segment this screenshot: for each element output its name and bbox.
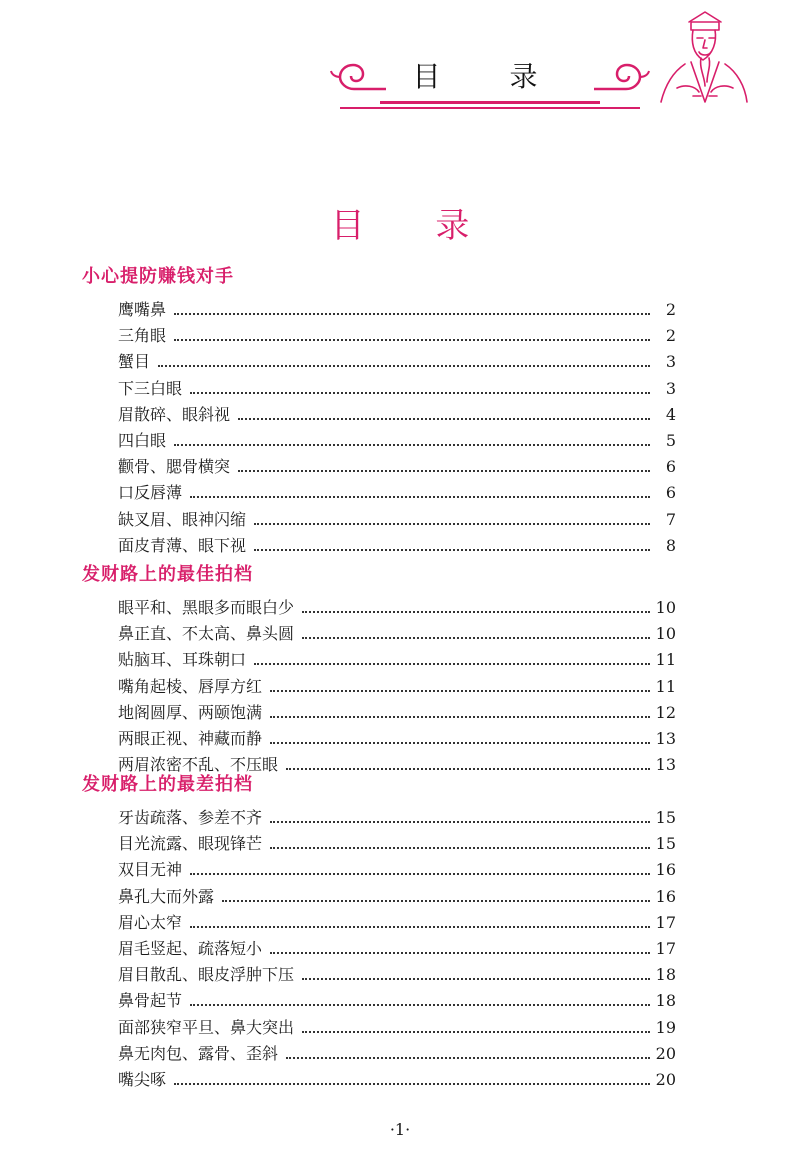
toc-entry-label: 面部狭窄平旦、鼻大突出 <box>118 1017 295 1037</box>
toc-entry-page: 19 <box>655 1017 676 1037</box>
toc-entry-label: 鹰嘴鼻 <box>118 300 167 319</box>
toc-entry-page: 2 <box>665 326 676 346</box>
toc-entry[interactable] <box>118 854 676 880</box>
toc-entry-page: 6 <box>665 457 676 477</box>
header-title: 目 录 <box>412 60 568 93</box>
toc-entry-page: 2 <box>665 300 676 319</box>
toc-entry-label: 嘴尖啄 <box>118 1070 167 1089</box>
toc-entry-page: 4 <box>665 404 676 424</box>
toc-entry[interactable] <box>118 592 676 618</box>
dot-leader <box>238 469 650 472</box>
toc-entry[interactable] <box>118 985 676 1011</box>
toc-entry[interactable] <box>118 907 676 933</box>
section-heading: 小心提防赚钱对手 <box>82 266 234 287</box>
toc-entry[interactable] <box>118 1012 676 1038</box>
toc-entry[interactable] <box>118 828 676 854</box>
toc-entry[interactable] <box>118 451 676 477</box>
toc-entry-label: 鼻骨起节 <box>118 991 183 1011</box>
toc-entry[interactable] <box>118 373 676 399</box>
toc-entry-page: 15 <box>655 834 676 854</box>
toc-entry[interactable] <box>118 477 676 503</box>
toc-entry[interactable] <box>118 959 676 985</box>
toc-entry-label: 嘴角起棱、唇厚方红 <box>118 676 263 696</box>
toc-entry[interactable] <box>118 618 676 644</box>
toc-entry-label: 两眼正视、神藏而静 <box>118 729 263 748</box>
dot-leader <box>302 610 650 613</box>
page-number: ·1· <box>389 1120 411 1139</box>
toc-entry-label: 眉目散乱、眼皮浮肿下压 <box>118 965 295 985</box>
dot-leader <box>302 636 650 639</box>
toc-entry-page: 11 <box>655 650 676 670</box>
toc-entry-page: 17 <box>655 939 676 958</box>
dot-leader <box>190 391 650 394</box>
dot-leader <box>174 443 650 446</box>
toc-entry-page: 18 <box>655 965 676 985</box>
toc-entry[interactable] <box>118 530 676 556</box>
toc-entry-page: 15 <box>655 808 676 827</box>
toc-entry-page: 13 <box>655 755 676 775</box>
dot-leader <box>302 1030 650 1033</box>
toc-entry-label: 鼻无肉包、露骨、歪斜 <box>118 1043 279 1063</box>
dot-leader <box>254 548 650 551</box>
toc-entry-label: 面皮青薄、眼下视 <box>118 535 247 555</box>
toc-entry[interactable] <box>118 644 676 670</box>
dot-leader <box>302 977 650 980</box>
running-header <box>330 45 650 105</box>
dot-leader <box>174 312 650 315</box>
toc-entry[interactable] <box>118 802 676 828</box>
toc-entry[interactable] <box>118 1038 676 1064</box>
dot-leader <box>158 364 650 367</box>
toc-entry-label: 蟹目 <box>118 352 151 372</box>
toc-entry-page: 17 <box>655 912 676 932</box>
dot-leader <box>270 741 650 744</box>
toc-entry-label: 眼平和、黑眼多而眼白少 <box>118 598 295 617</box>
toc-entry-page: 16 <box>655 860 676 880</box>
toc-entry-label: 牙齿疏落、参差不齐 <box>118 808 263 827</box>
toc-entry[interactable] <box>118 399 676 425</box>
dot-leader <box>174 1082 650 1085</box>
toc-entry-label: 地阁圆厚、两颐饱满 <box>118 702 263 722</box>
toc-entry[interactable] <box>118 933 676 959</box>
toc-entry-page: 20 <box>655 1043 676 1063</box>
dot-leader <box>190 1003 650 1006</box>
toc-entry-label: 口反唇薄 <box>118 483 183 503</box>
cloud-swirl-right-icon <box>592 59 652 95</box>
dot-leader <box>286 767 650 770</box>
toc-entry[interactable] <box>118 723 676 749</box>
toc-entry-label: 鼻孔大而外露 <box>118 886 215 906</box>
section-heading: 发财路上的最差拍档 <box>82 774 253 795</box>
toc-entry-label: 眉毛竖起、疏落短小 <box>118 939 263 958</box>
toc-entry-page: 3 <box>665 378 676 398</box>
toc-entry[interactable] <box>118 881 676 907</box>
toc-entry[interactable] <box>118 346 676 372</box>
toc-entry-page: 8 <box>665 535 676 555</box>
toc-entry-page: 5 <box>665 431 676 450</box>
toc-entry-page: 7 <box>665 509 676 529</box>
toc-entry-page: 10 <box>655 598 676 617</box>
toc-entry-label: 三角眼 <box>118 326 167 346</box>
toc-entry-page: 3 <box>665 352 676 372</box>
dot-leader <box>286 1056 650 1059</box>
header-rule <box>380 101 600 104</box>
page-title: 目 录 <box>330 206 500 246</box>
toc-entry-page: 18 <box>655 991 676 1011</box>
toc-entry-label: 眉散碎、眼斜视 <box>118 404 231 424</box>
dot-leader <box>190 872 650 875</box>
dot-leader <box>270 846 650 849</box>
dot-leader <box>254 522 650 525</box>
toc-entry-page: 16 <box>655 886 676 906</box>
dot-leader <box>222 899 650 902</box>
toc-entry[interactable] <box>118 504 676 530</box>
toc-entry-label: 颧骨、腮骨横突 <box>118 457 231 477</box>
dot-leader <box>270 820 650 823</box>
toc-entry[interactable] <box>118 697 676 723</box>
toc-entry-label: 眉心太窄 <box>118 912 183 932</box>
dot-leader <box>174 338 650 341</box>
toc-entry-label: 缺叉眉、眼神闪缩 <box>118 509 247 529</box>
toc-entry[interactable] <box>118 425 676 451</box>
toc-entry-label: 鼻正直、不太高、鼻头圆 <box>118 624 295 644</box>
dot-leader <box>270 689 650 692</box>
dot-leader <box>270 951 650 954</box>
toc-entry-page: 10 <box>655 624 676 644</box>
toc-entry-page: 6 <box>665 483 676 503</box>
dot-leader <box>190 925 650 928</box>
dot-leader <box>254 662 650 665</box>
dot-leader <box>190 495 650 498</box>
toc-entry-label: 贴脑耳、耳珠朝口 <box>118 650 247 670</box>
header-rule-thin <box>340 107 640 109</box>
sage-portrait-icon <box>655 8 750 104</box>
dot-leader <box>270 715 650 718</box>
toc-entry[interactable] <box>118 320 676 346</box>
toc-entry[interactable] <box>118 294 676 320</box>
toc-entry-label: 两眉浓密不乱、不压眼 <box>118 755 279 775</box>
toc-entry-label: 四白眼 <box>118 431 167 450</box>
toc-entry[interactable] <box>118 1064 676 1090</box>
toc-entry[interactable] <box>118 671 676 697</box>
toc-entry-label: 目光流露、眼现锋芒 <box>118 834 263 854</box>
toc-entry-label: 双目无神 <box>118 860 183 880</box>
toc-entry-page: 11 <box>655 676 676 696</box>
toc-entry-page: 20 <box>655 1070 676 1089</box>
toc-entry-page: 12 <box>655 702 676 722</box>
toc-entry-label: 下三白眼 <box>118 378 183 398</box>
dot-leader <box>238 417 650 420</box>
toc-entry-page: 13 <box>655 729 676 748</box>
section-heading: 发财路上的最佳拍档 <box>82 564 253 585</box>
